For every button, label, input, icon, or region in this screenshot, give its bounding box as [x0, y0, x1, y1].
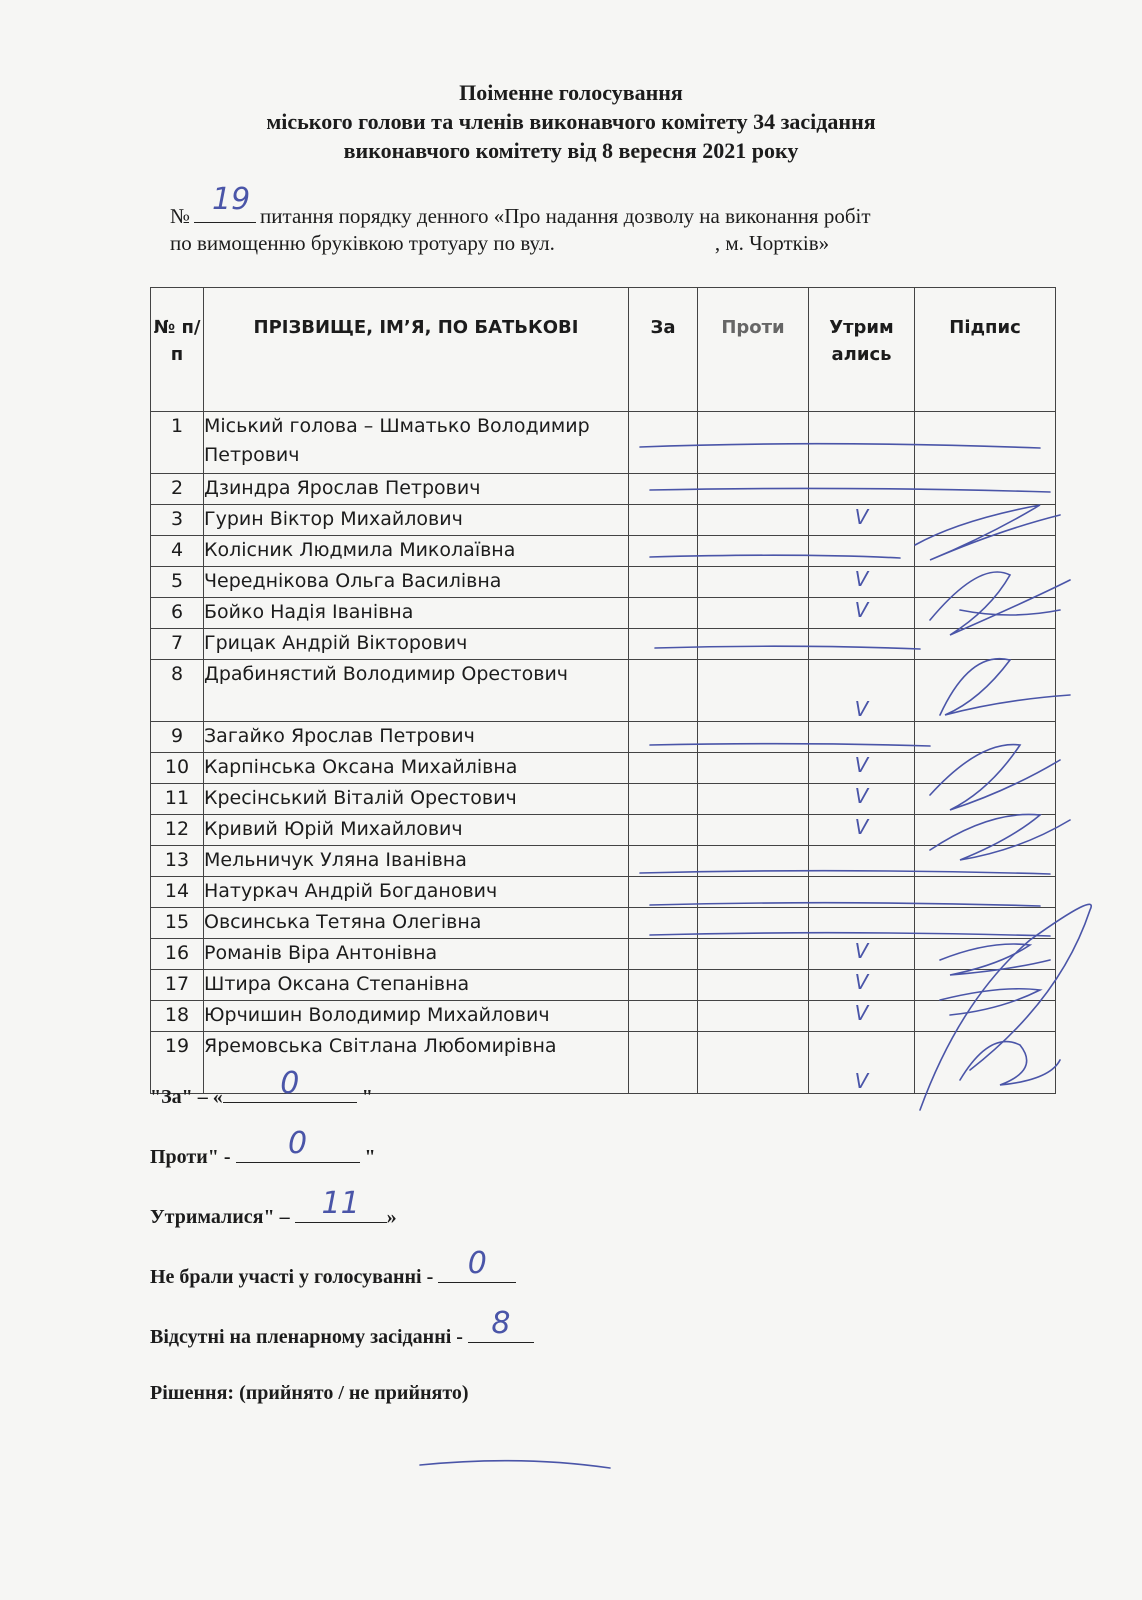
row-pidpys — [915, 412, 1056, 474]
header-num: № п/п — [151, 288, 204, 412]
table-row — [151, 753, 1056, 784]
table-row — [151, 629, 1056, 660]
table-header-row — [151, 288, 1056, 412]
row-name: Грицак Андрій Вікторович — [204, 629, 629, 660]
row-proty — [698, 753, 809, 784]
table-row — [151, 908, 1056, 939]
row-proty — [698, 474, 809, 505]
row-name: Колісник Людмила Миколаївна — [204, 536, 629, 567]
row-name: Кривий Юрій Михайлович — [204, 815, 629, 846]
row-number: 6 — [151, 598, 204, 629]
row-number: 13 — [151, 846, 204, 877]
row-proty — [698, 939, 809, 970]
row-utrym — [809, 722, 915, 753]
row-utrym: V — [809, 970, 915, 1001]
row-za — [629, 598, 698, 629]
table-row — [151, 567, 1056, 598]
row-number: 7 — [151, 629, 204, 660]
summary-proty-value: 0 — [287, 1126, 308, 1161]
summary-vidsutni: Відсутні на пленарному засіданні - 8 — [150, 1322, 534, 1382]
row-number: 14 — [151, 877, 204, 908]
row-proty — [698, 877, 809, 908]
row-za — [629, 877, 698, 908]
row-name: Карпінська Оксана Михайлівна — [204, 753, 629, 784]
title-line-3: виконавчого комітету від 8 вересня 2021 року — [343, 138, 799, 163]
question-text-line-2: по вимощенню бруківкою тротуару по вул. — [170, 231, 555, 255]
row-utrym: V — [809, 660, 915, 722]
table-row — [151, 939, 1056, 970]
row-pidpys — [915, 846, 1056, 877]
title-line-1: Поіменне голосування — [459, 80, 683, 105]
row-za — [629, 567, 698, 598]
row-name: Бойко Надія Іванівна — [204, 598, 629, 629]
question-prefix: № — [170, 204, 191, 228]
row-name: Дзиндра Ярослав Петрович — [204, 474, 629, 505]
row-name: Штира Оксана Степанівна — [204, 970, 629, 1001]
summary-za-value: 0 — [280, 1066, 300, 1101]
row-za — [629, 505, 698, 536]
row-pidpys — [915, 629, 1056, 660]
table-row — [151, 846, 1056, 877]
question-number: 19 — [212, 182, 251, 217]
row-za — [629, 815, 698, 846]
row-utrym: V — [809, 1001, 915, 1032]
row-utrym — [809, 474, 915, 505]
row-number: 12 — [151, 815, 204, 846]
row-name: Мельничук Уляна Іванівна — [204, 846, 629, 877]
row-pidpys — [915, 784, 1056, 815]
header-proty: Проти — [698, 288, 809, 412]
table-row — [151, 505, 1056, 536]
row-proty — [698, 784, 809, 815]
row-za — [629, 474, 698, 505]
summary-vidsutni-value: 8 — [491, 1306, 511, 1341]
row-za — [629, 753, 698, 784]
row-proty — [698, 722, 809, 753]
row-name: Драбинястий Володимир Орестович — [204, 660, 629, 722]
vote-summary — [150, 1066, 534, 1442]
summary-proty: Проти" - 0 " — [150, 1126, 376, 1168]
summary-utrym: Утрималися" – 11 » — [150, 1186, 397, 1228]
row-utrym — [809, 846, 915, 877]
row-name: Юрчишин Володимир Михайлович — [204, 1001, 629, 1032]
table-row — [151, 474, 1056, 505]
header-za: За — [629, 288, 698, 412]
row-utrym: V — [809, 598, 915, 629]
document-title — [0, 78, 1142, 165]
row-utrym: V — [809, 1032, 915, 1094]
row-pidpys — [915, 598, 1056, 629]
table-row — [151, 598, 1056, 629]
summary-ne-braly: Не брали участі у голосуванні - 0 — [150, 1262, 534, 1322]
row-pidpys — [915, 474, 1056, 505]
row-za — [629, 939, 698, 970]
row-number: 16 — [151, 939, 204, 970]
row-name: Гурин Віктор Михайлович — [204, 505, 629, 536]
row-number: 19 — [151, 1032, 204, 1094]
row-name: Овсинська Тетяна Олегівна — [204, 908, 629, 939]
table-row — [151, 815, 1056, 846]
row-number: 8 — [151, 660, 204, 722]
row-proty — [698, 505, 809, 536]
row-name: Романів Віра Антонівна — [204, 939, 629, 970]
row-proty — [698, 846, 809, 877]
summary-utrym-value: 11 — [321, 1186, 360, 1221]
question-number-field — [194, 182, 256, 223]
row-za — [629, 846, 698, 877]
row-za — [629, 908, 698, 939]
header-pidpys: Підпис — [915, 288, 1056, 412]
row-utrym: V — [809, 815, 915, 846]
row-name: Кресінський Віталій Орестович — [204, 784, 629, 815]
row-name: Череднікова Ольга Василівна — [204, 567, 629, 598]
row-number: 9 — [151, 722, 204, 753]
row-pidpys — [915, 722, 1056, 753]
row-number: 17 — [151, 970, 204, 1001]
row-proty — [698, 1032, 809, 1094]
row-number: 15 — [151, 908, 204, 939]
row-proty — [698, 660, 809, 722]
row-pidpys — [915, 908, 1056, 939]
table-row — [151, 660, 1056, 722]
header-name: ПРІЗВИЩЕ, ІМ’Я, ПО БАТЬКОВІ — [204, 288, 629, 412]
row-number: 10 — [151, 753, 204, 784]
row-utrym: V — [809, 753, 915, 784]
summary-ne-braly-value: 0 — [467, 1246, 487, 1281]
row-name: Яремовська Світлана Любомирівна — [204, 1032, 629, 1094]
title-line-2: міського голови та членів виконавчого комітету 34 засідання — [266, 109, 876, 134]
row-number: 5 — [151, 567, 204, 598]
table-row — [151, 1001, 1056, 1032]
row-proty — [698, 412, 809, 474]
row-za — [629, 660, 698, 722]
row-utrym — [809, 908, 915, 939]
summary-za: "За" – « 0 " — [150, 1066, 373, 1108]
row-za — [629, 1001, 698, 1032]
row-proty — [698, 1001, 809, 1032]
table-body — [151, 412, 1056, 1094]
row-utrym — [809, 629, 915, 660]
row-utrym — [809, 412, 915, 474]
summary-rishennia: Рішення: (прийнято / не прийнято) — [150, 1382, 469, 1404]
row-pidpys — [915, 1032, 1056, 1094]
row-utrym: V — [809, 784, 915, 815]
row-pidpys — [915, 660, 1056, 722]
row-utrym: V — [809, 567, 915, 598]
table-row — [151, 784, 1056, 815]
header-utrym: Утрим ались — [809, 288, 915, 412]
row-za — [629, 536, 698, 567]
row-za — [629, 722, 698, 753]
row-proty — [698, 815, 809, 846]
row-pidpys — [915, 753, 1056, 784]
agenda-question — [170, 182, 1070, 257]
row-number: 4 — [151, 536, 204, 567]
question-text-line-1: питання порядку денного «Про надання дозволу на виконання робіт — [260, 204, 871, 228]
table-row — [151, 722, 1056, 753]
row-proty — [698, 598, 809, 629]
row-pidpys — [915, 877, 1056, 908]
table-row — [151, 536, 1056, 567]
row-number: 18 — [151, 1001, 204, 1032]
row-za — [629, 412, 698, 474]
row-za — [629, 629, 698, 660]
table-row — [151, 412, 1056, 474]
row-proty — [698, 629, 809, 660]
row-name: Загайко Ярослав Петрович — [204, 722, 629, 753]
row-number: 3 — [151, 505, 204, 536]
row-utrym — [809, 536, 915, 567]
row-pidpys — [915, 567, 1056, 598]
row-proty — [698, 567, 809, 598]
row-proty — [698, 536, 809, 567]
row-pidpys — [915, 536, 1056, 567]
row-name: Міський голова – Шматько Володимир Петрович — [204, 412, 629, 474]
row-pidpys — [915, 970, 1056, 1001]
row-number: 11 — [151, 784, 204, 815]
row-pidpys — [915, 1001, 1056, 1032]
row-za — [629, 784, 698, 815]
underline-stroke — [420, 1461, 610, 1468]
table-row — [151, 970, 1056, 1001]
row-pidpys — [915, 505, 1056, 536]
row-pidpys — [915, 939, 1056, 970]
row-proty — [698, 970, 809, 1001]
row-za — [629, 1032, 698, 1094]
row-number: 1 — [151, 412, 204, 474]
row-utrym: V — [809, 505, 915, 536]
table-row — [151, 877, 1056, 908]
row-name: Натуркач Андрій Богданович — [204, 877, 629, 908]
row-pidpys — [915, 815, 1056, 846]
vote-table — [150, 287, 1056, 1094]
row-utrym: V — [809, 939, 915, 970]
row-proty — [698, 908, 809, 939]
question-text-line-2-end: , м. Чортків» — [714, 231, 830, 255]
row-utrym — [809, 877, 915, 908]
row-za — [629, 970, 698, 1001]
row-number: 2 — [151, 474, 204, 505]
